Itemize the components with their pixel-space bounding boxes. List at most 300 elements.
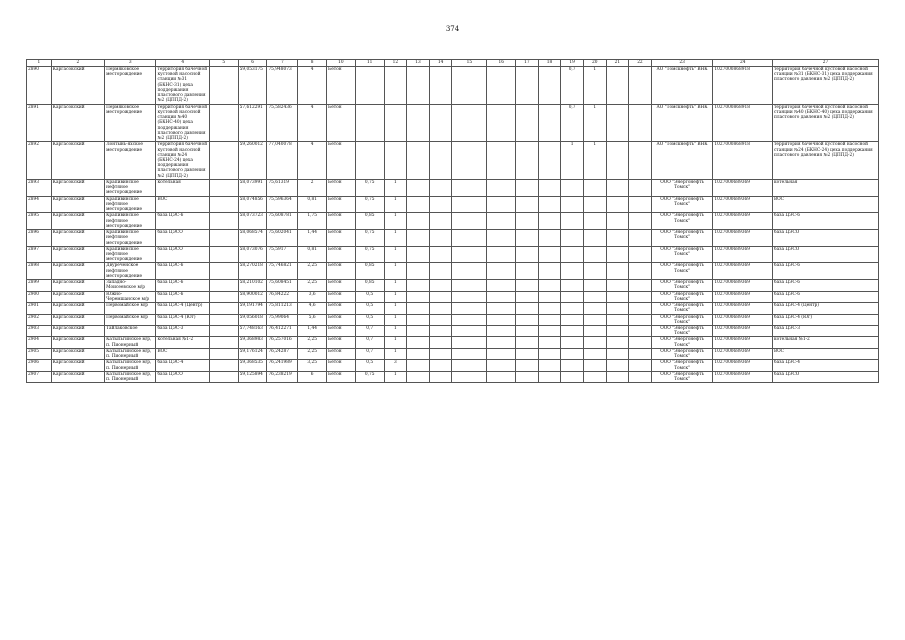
table-cell: ВОС (156, 348, 209, 359)
table-cell (452, 360, 487, 371)
table-cell: Каргасокский (51, 326, 104, 337)
table-cell: 58,073723 (238, 213, 267, 230)
table-cell: 76,238219 (267, 371, 298, 382)
table-cell: 4 (298, 67, 327, 105)
table-cell: 1,44 (298, 326, 327, 337)
table-cell: 59,053175 (238, 67, 267, 105)
table-cell (209, 280, 238, 291)
table-cell (516, 246, 539, 263)
table-cell (407, 263, 430, 280)
column-header: 24 (713, 60, 773, 67)
table-cell: Бетон (327, 348, 356, 359)
table-cell: 58,074856 (238, 196, 267, 213)
column-header: 2 (51, 60, 104, 67)
table-cell (209, 142, 238, 180)
table-row (27, 326, 879, 337)
table-cell: база ЦЭС-4 (Юг) (773, 314, 879, 325)
table-cell (606, 348, 629, 359)
table-cell: 2,25 (298, 337, 327, 348)
table-cell (629, 348, 652, 359)
table-cell (452, 230, 487, 247)
table-cell: 1027000689369 (713, 291, 773, 302)
table-cell (452, 213, 487, 230)
table-cell: 1027000689369 (713, 303, 773, 314)
table-cell (516, 67, 539, 105)
table-cell: 2,25 (298, 280, 327, 291)
table-cell: 0,5 (355, 360, 384, 371)
table-cell (452, 326, 487, 337)
table-cell (583, 326, 606, 337)
table-cell (629, 263, 652, 280)
table-cell (487, 104, 516, 142)
table-cell: территория бачечной кустовой насосной станции №31 (БКНС-31) цеха поддержания пластового давления №2 (ЦППД-2) (156, 67, 209, 105)
table-cell: база ЦЭСО (773, 371, 879, 382)
table-cell (583, 263, 606, 280)
table-cell: Пермяковское месторождение (105, 104, 156, 142)
table-cell: 2891 (27, 104, 52, 142)
header-row (27, 60, 879, 67)
table-cell: 5,6 (298, 314, 327, 325)
table-cell (606, 280, 629, 291)
table-cell: Каргасокский (51, 280, 104, 291)
table-cell (629, 360, 652, 371)
table-cell (407, 360, 430, 371)
table-cell: Первомайское м/р (105, 303, 156, 314)
table-cell: 3 (384, 360, 407, 371)
table-cell: 0,85 (355, 280, 384, 291)
table-cell (429, 280, 452, 291)
table-cell (561, 326, 584, 337)
table-cell: Бетон (327, 371, 356, 382)
table-cell: 1027000689369 (713, 179, 773, 196)
table-cell (561, 314, 584, 325)
table-cell: 1027000868918 (713, 104, 773, 142)
table-cell: база ЦЭСО (156, 371, 209, 382)
table-cell (538, 371, 561, 382)
table-row (27, 371, 879, 382)
table-cell (209, 291, 238, 302)
table-cell: ООО "Энергонефть Томск" (651, 179, 713, 196)
table-cell (538, 67, 561, 105)
table-cell (487, 371, 516, 382)
table-cell: ООО "Энергонефть Томск" (651, 213, 713, 230)
table-cell: 76,241989 (267, 360, 298, 371)
table-cell: 76,84222 (267, 291, 298, 302)
table-cell (538, 291, 561, 302)
table-cell: база ЦЭС-4 (156, 360, 209, 371)
table-cell (606, 291, 629, 302)
table-cell (487, 291, 516, 302)
table-cell (487, 196, 516, 213)
table-cell: ООО "Энергонефть Томск" (651, 348, 713, 359)
table-cell (561, 246, 584, 263)
table-cell (355, 104, 384, 142)
table-cell: база ЦЭСО (156, 230, 209, 247)
table-cell: котельная №1-2 (773, 337, 879, 348)
table-cell: Каргасокский (51, 263, 104, 280)
table-cell: ООО "Энергонефть Томск" (651, 230, 713, 247)
table-cell (538, 337, 561, 348)
table-cell: база ЦЭС-6 (773, 291, 879, 302)
table-cell (355, 142, 384, 180)
table-cell (583, 280, 606, 291)
table-row (27, 337, 879, 348)
table-cell (561, 348, 584, 359)
table-cell: Бетон (327, 67, 356, 105)
table-cell: 1 (583, 67, 606, 105)
column-header: 6 (238, 60, 267, 67)
table-cell (429, 196, 452, 213)
table-cell: Каргасокский (51, 104, 104, 142)
table-row (27, 280, 879, 291)
table-cell: 75,582436 (267, 104, 298, 142)
table-cell (452, 280, 487, 291)
table-cell: 1027000868918 (713, 142, 773, 180)
table-cell: 2898 (27, 263, 52, 280)
column-header: 19 (561, 60, 584, 67)
table-cell (583, 246, 606, 263)
table-cell (209, 371, 238, 382)
table-cell: база ЦЭС-6 (156, 280, 209, 291)
table-cell: Каргасокский (51, 303, 104, 314)
table-cell (429, 326, 452, 337)
table-cell (487, 280, 516, 291)
table-cell: 1,44 (298, 230, 327, 247)
table-cell: 58,068574 (238, 230, 267, 247)
table-cell (516, 196, 539, 213)
table-cell: АО "Томскнефть" ВНК (651, 142, 713, 180)
table-cell: 59,368535 (238, 360, 267, 371)
table-cell: котельная №1-2 (156, 337, 209, 348)
table-cell (429, 263, 452, 280)
table-cell: Бетон (327, 179, 356, 196)
table-row (27, 230, 879, 247)
table-cell: 3,25 (298, 360, 327, 371)
table-cell (629, 196, 652, 213)
table-cell: база ЦЭСО (773, 230, 879, 247)
table-cell (429, 348, 452, 359)
table-cell: ООО "Энергонефть Томск" (651, 371, 713, 382)
table-cell (606, 246, 629, 263)
table-cell: 2906 (27, 360, 52, 371)
table-cell (583, 348, 606, 359)
table-cell (407, 179, 430, 196)
table-cell (487, 360, 516, 371)
table-cell (209, 263, 238, 280)
table-cell (487, 263, 516, 280)
table-cell: 58,900012 (238, 291, 267, 302)
table-cell: база ЦЭС-4 (Центр) (773, 303, 879, 314)
table-cell: Бетон (327, 230, 356, 247)
table-cell (629, 246, 652, 263)
table-cell: ВОС (773, 196, 879, 213)
column-header: 11 (355, 60, 384, 67)
table-cell: 1 (384, 246, 407, 263)
table-cell: 1027000689369 (713, 280, 773, 291)
column-header: 21 (606, 60, 629, 67)
table-cell: 1027000689369 (713, 314, 773, 325)
table-cell: Первомайское м/р (105, 314, 156, 325)
table-cell: 57,748163 (238, 326, 267, 337)
table-cell: территория бачечной кустовой насосной станции №40 (БКНС-40) цеха поддержания пластового давления №2 (ЦППД-2) (773, 104, 879, 142)
table-cell (516, 104, 539, 142)
table-cell (538, 348, 561, 359)
table-cell: 0,5 (355, 314, 384, 325)
table-cell: Бетон (327, 314, 356, 325)
table-cell (606, 142, 629, 180)
table-cell (407, 196, 430, 213)
table-cell (538, 326, 561, 337)
table-cell (429, 179, 452, 196)
table-cell (407, 303, 430, 314)
table-cell: территория бачечной кустовой насосной станции №31 (БКНС-31) цеха поддержания пластового давления №2 (ЦППД-2) (773, 67, 879, 105)
table-cell: Каргасокский (51, 196, 104, 213)
table-cell (407, 348, 430, 359)
table-cell: 2 (298, 179, 327, 196)
table-cell: ООО "Энергонефть Томск" (651, 360, 713, 371)
table-cell (487, 303, 516, 314)
table-cell: ООО "Энергонефть Томск" (651, 280, 713, 291)
table-cell (407, 230, 430, 247)
table-row (27, 104, 879, 142)
table-cell: котельная (156, 179, 209, 196)
table-cell (452, 291, 487, 302)
table-cell: 1027000689369 (713, 337, 773, 348)
table-cell (429, 213, 452, 230)
table-row (27, 179, 879, 196)
table-cell: 1 (384, 314, 407, 325)
table-cell: 1 (384, 213, 407, 230)
table-cell (452, 104, 487, 142)
table-cell (452, 314, 487, 325)
table-cell: Двуреченское нефтяное месторождение (105, 263, 156, 280)
table-cell (629, 371, 652, 382)
table-cell: база ЦЭС-6 (773, 263, 879, 280)
table-cell: база ЦЭС-6 (156, 263, 209, 280)
table-cell (209, 67, 238, 105)
table-cell (583, 371, 606, 382)
table-cell: Крапивинское нефтяное месторождение (105, 179, 156, 196)
table-cell: 2899 (27, 280, 52, 291)
table-cell: ООО "Энергонефть Томск" (651, 337, 713, 348)
table-cell: 1027000689369 (713, 263, 773, 280)
table-cell (538, 280, 561, 291)
table-cell (561, 303, 584, 314)
table-cell (209, 213, 238, 230)
table-cell: 3,6 (298, 291, 327, 302)
table-cell (407, 213, 430, 230)
table-cell: 2902 (27, 314, 52, 325)
table-cell: Бетон (327, 104, 356, 142)
table-cell (629, 303, 652, 314)
table-cell (629, 291, 652, 302)
table-cell: Каргасокский (51, 67, 104, 105)
column-header: 15 (452, 60, 487, 67)
table-cell (629, 326, 652, 337)
table-cell: 0,85 (355, 263, 384, 280)
table-cell: 75,602041 (267, 230, 298, 247)
table-cell (384, 104, 407, 142)
column-header: 5 (209, 60, 238, 67)
table-cell: 2900 (27, 291, 52, 302)
table-cell (606, 371, 629, 382)
table-cell: Крапивинское нефтяное месторождение (105, 213, 156, 230)
table-cell: 2897 (27, 246, 52, 263)
table-cell (516, 371, 539, 382)
table-cell (487, 348, 516, 359)
table-cell: 2904 (27, 337, 52, 348)
table-cell (209, 179, 238, 196)
table-cell: котельная (773, 179, 879, 196)
table-cell (583, 179, 606, 196)
table-cell: база ЦЭС-6 (773, 213, 879, 230)
table-cell: 2895 (27, 213, 52, 230)
table-cell: база ЦЭС-3 (773, 326, 879, 337)
table-cell: 1027000689369 (713, 230, 773, 247)
table-cell (452, 348, 487, 359)
table-cell: территория бачечной кустовой насосной станции №40 (БКНС-40) цеха поддержания пластового давления №2 (ЦППД-2) (156, 104, 209, 142)
table-cell: 1027000689369 (713, 246, 773, 263)
table-cell: база ЦЭС-6 (156, 291, 209, 302)
table-cell (583, 337, 606, 348)
table-cell: 75,608781 (267, 213, 298, 230)
table-cell (516, 348, 539, 359)
table-cell: 2,25 (298, 263, 327, 280)
table-cell (407, 337, 430, 348)
table-cell: 75,948073 (267, 67, 298, 105)
table-cell: Каргасокский (51, 348, 104, 359)
table-cell (561, 179, 584, 196)
table-cell (407, 246, 430, 263)
table-cell (452, 263, 487, 280)
table-cell (407, 291, 430, 302)
table-cell (629, 213, 652, 230)
table-cell: 58,073076 (238, 246, 267, 263)
table-cell (452, 337, 487, 348)
table-cell: 1 (384, 326, 407, 337)
column-header: 18 (538, 60, 561, 67)
table-cell (209, 360, 238, 371)
table-cell: 58,073991 (238, 179, 267, 196)
table-cell: 59,056018 (238, 314, 267, 325)
table-cell: Тайлаковское (105, 326, 156, 337)
table-cell: 2892 (27, 142, 52, 180)
table-cell (516, 326, 539, 337)
column-header: 10 (327, 60, 356, 67)
table-cell (561, 371, 584, 382)
table-cell: Крапивинское нефтяное месторождение (105, 230, 156, 247)
table-cell (384, 67, 407, 105)
table-cell (538, 360, 561, 371)
table-cell: Бетон (327, 246, 356, 263)
column-header: 12 (384, 60, 407, 67)
table-cell (538, 196, 561, 213)
table-cell (487, 246, 516, 263)
table-cell (606, 179, 629, 196)
table-cell: 2890 (27, 67, 52, 105)
table-cell (429, 303, 452, 314)
table-cell (429, 360, 452, 371)
table-cell: 75,99064 (267, 314, 298, 325)
table-cell: Катыльгинское м/р, п. Пионерный (105, 337, 156, 348)
table-cell (629, 280, 652, 291)
table-cell (429, 337, 452, 348)
table-cell (429, 230, 452, 247)
table-cell (538, 213, 561, 230)
table-cell: 2,25 (298, 348, 327, 359)
table-cell: ООО "Энергонефть Томск" (651, 291, 713, 302)
table-cell: Каргасокский (51, 142, 104, 180)
table-cell (538, 314, 561, 325)
table-cell (429, 142, 452, 180)
table-cell (583, 213, 606, 230)
table-row (27, 263, 879, 280)
table-cell (629, 142, 652, 180)
table-cell: 57,612291 (238, 104, 267, 142)
table-row (27, 67, 879, 105)
table-cell: 1 (384, 348, 407, 359)
table-cell (487, 314, 516, 325)
table-cell: 2905 (27, 348, 52, 359)
table-cell (516, 179, 539, 196)
table-cell: 1 (583, 142, 606, 180)
table-cell: 77,040078 (267, 142, 298, 180)
table-cell: АО "Томскнефть" ВНК (651, 67, 713, 105)
table-cell (606, 104, 629, 142)
table-cell: 1027000689369 (713, 196, 773, 213)
table-cell: 1 (384, 179, 407, 196)
table-cell: территория бачечной кустовой насосной станции №24 (БКНС-24) цеха поддержания пластового давления №2 (ЦППД-2) (773, 142, 879, 180)
table-cell: ООО "Энергонефть Томск" (651, 303, 713, 314)
table-row (27, 142, 879, 180)
table-cell: база ЦЭС-4 (Центр) (156, 303, 209, 314)
table-cell: 0,81 (298, 196, 327, 213)
table-cell (355, 67, 384, 105)
table-cell: 0,5 (355, 303, 384, 314)
column-header: 17 (516, 60, 539, 67)
table-cell (384, 142, 407, 180)
table-cell (629, 337, 652, 348)
table-cell: 0,75 (355, 179, 384, 196)
table-cell: Каргасокский (51, 337, 104, 348)
table-cell: Каргасокский (51, 291, 104, 302)
table-cell: ООО "Энергонефть Томск" (651, 246, 713, 263)
table-cell: 58,210102 (238, 280, 267, 291)
table-cell: Западно-Моисеевское м/р (105, 280, 156, 291)
table-cell: 59,176124 (238, 348, 267, 359)
table-cell (429, 104, 452, 142)
table-cell: 0,85 (355, 213, 384, 230)
table-cell (429, 67, 452, 105)
table-cell: 6 (298, 371, 327, 382)
table-cell: Бетон (327, 291, 356, 302)
table-cell (538, 246, 561, 263)
table-cell: 1 (583, 104, 606, 142)
table-cell (561, 360, 584, 371)
column-header: 16 (487, 60, 516, 67)
table-cell (452, 196, 487, 213)
table-cell (516, 360, 539, 371)
table-cell: 1027000689369 (713, 213, 773, 230)
column-header: 3 (105, 60, 156, 67)
table-cell: Каргасокский (51, 246, 104, 263)
table-cell (487, 67, 516, 105)
table-cell: Лонтынь-яхское месторождение (105, 142, 156, 180)
table-cell: 1 (384, 291, 407, 302)
table-cell (538, 230, 561, 247)
table-cell: 2907 (27, 371, 52, 382)
table-cell (561, 213, 584, 230)
